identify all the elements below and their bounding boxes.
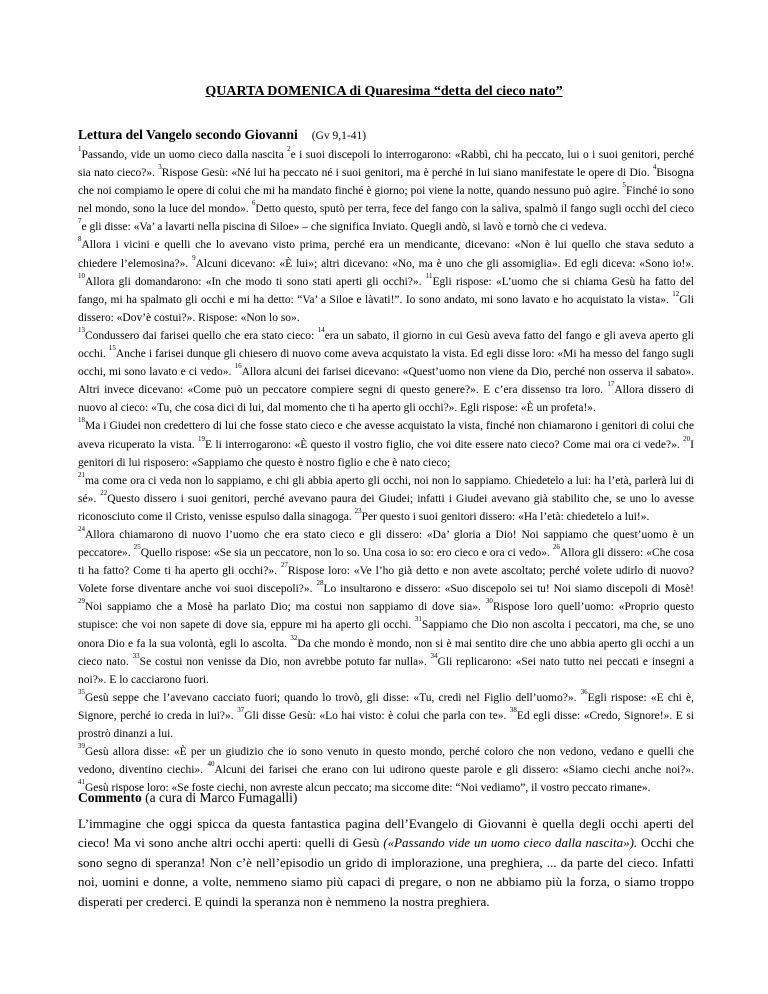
- verse-text: Gesù seppe che l’avevano cacciato fuori; quando lo trovò, gli disse: «Tu, credi nel Figlio dell’uomo?».: [85, 691, 581, 704]
- verse-text: e gli disse: «Va’ a lavarti nella piscina di Siloe» – che significa Inviato. Quegli andò, si lavò e tornò che ci vedeva.: [81, 221, 607, 234]
- gospel-paragraph: [78, 146, 694, 236]
- verse-text: Allora alcuni dei farisei dicevano: «Quest’uomo non viene da Dio, perché non osserva il sabato». Altri invece dicevano: «Come può un peccatore compiere segni di questo genere?». E c’era dissenso tra loro.: [78, 366, 694, 397]
- verse-number: 17: [607, 380, 615, 389]
- verse-text: Allora chiamarono di nuovo l’uomo che era stato cieco e gli dissero: «Da’ gloria a Dio! Noi sappiamo che quest’uomo è un peccatore».: [78, 528, 694, 560]
- verse-text: Ed egli disse: «Credo, Signore!». E si prostrò dinanzi a lui.: [78, 709, 694, 740]
- gospel-paragraph: [78, 526, 694, 689]
- verse-text: Egli rispose: «E chi è, Signore, perché io creda in lui?».: [78, 691, 694, 722]
- verse-number: 10: [78, 271, 85, 280]
- verse-text: Passando, vide un uomo cieco dalla nascita: [81, 149, 288, 161]
- verse-text: ma come ora ci veda non lo sappiamo, e chi gli abbia aperto gli occhi, noi non lo sappiamo. Chiedetelo a lui: ha l’età, parlerà lui di sé».: [78, 474, 694, 505]
- verse-number: 24: [78, 524, 85, 533]
- verse-number: 3: [158, 163, 162, 172]
- gospel-paragraph: [78, 689, 694, 743]
- verse-number: 4: [652, 163, 657, 172]
- verse-text: era un sabato, il giorno in cui Gesù aveva fatto del fango e gli aveva aperto gli occhi.: [78, 329, 694, 361]
- verse-text: Alcuni dei farisei che erano con lui udirono queste parole e gli dissero: «Siamo ciechi anche noi?».: [214, 764, 695, 777]
- verse-number: 30: [485, 597, 493, 606]
- verse-number: 41: [78, 778, 85, 787]
- verse-text: Egli rispose: «L’uomo che si chiama Gesù ha fatto del fango, mi ha spalmato gli occhi e mi ha detto: “Va’ a Siloe e làvati!”. Io sono andato, mi sono lavato e ho acquistato la vista».: [78, 275, 694, 306]
- verse-text: Detto questo, sputò per terra, fece del fango con la saliva, spalmò il fango sugli occhi del cieco: [255, 203, 694, 216]
- reading-heading: [78, 127, 366, 143]
- verse-number: 26: [552, 543, 560, 552]
- reading-heading-label: Lettura del Vangelo secondo Giovanni: [78, 127, 298, 142]
- verse-number: 20: [683, 434, 691, 443]
- verse-number: 14: [317, 325, 325, 334]
- verse-text: Questo dissero i suoi genitori, perché avevano paura dei Giudei; infatti i Giudei avevano già stabilito che, se uno lo avesse riconosciuto come il Cristo, venisse espulso dalla sinagoga.: [78, 492, 694, 523]
- comment-quote: («Passando vide un uomo cieco dalla nascita»).: [383, 835, 638, 851]
- verse-text: Finché io sono nel mondo, sono la luce del mondo».: [78, 185, 694, 216]
- verse-number: 6: [251, 199, 256, 208]
- gospel-paragraph: [78, 472, 694, 526]
- verse-number: 37: [237, 705, 245, 714]
- page-title: QUARTA DOMENICA di Quaresima “detta del cieco nato”: [205, 84, 563, 99]
- verse-text: Sappiamo che Dio non ascolta i peccatori, ma che, se uno onora Dio e fa la sua volontà, egli lo ascolta.: [78, 619, 694, 650]
- verse-text: Per questo i suoi genitori dissero: «Ha l’età: chiedetelo a lui!».: [361, 510, 650, 523]
- verse-number: 29: [78, 597, 85, 606]
- verse-text: Bisogna che noi compiamo le opere di colui che mi ha mandato finché è giorno; poi viene la notte, quando nessuno può agire.: [78, 167, 695, 198]
- gospel-paragraph: [78, 236, 694, 326]
- verse-number: 21: [78, 470, 85, 479]
- verse-text: Allora i vicini e quelli che lo avevano visto prima, perché era un mendicante, dicevano: «Non è lui quello che stava seduto a chiedere l’elemosina?».: [78, 239, 694, 270]
- verse-text: Allora dissero di nuovo al cieco: «Tu, che cosa dici di lui, dal momento che ti ha aperto gli occhi?». Egli rispose: «È un profeta!».: [78, 384, 694, 415]
- verse-number: 19: [198, 434, 205, 443]
- comment-paragraph: [78, 814, 694, 911]
- verse-number: 27: [280, 561, 288, 570]
- verse-text: Rispose loro quell’uomo: «Proprio questo stupisce: che voi non sapete di dove sia, eppure mi ha aperto gli occhi.: [78, 601, 695, 632]
- verse-text: Lo insultarono e dissero: «Suo discepolo sei tu! Noi siamo discepoli di Mosè!: [323, 583, 694, 596]
- verse-number: 8: [78, 235, 82, 244]
- comment-text-after: Occhi che sono segno di speranza! Non c’è nell’episodio un grido di implorazione, una preghiera, ... da parte del cieco. Infatti noi, uomini e donne, a volte, nemmeno siamo più capaci di pregare, o non ne abbiamo più la forza, o siamo troppo disperati per crederci. E quindi la speranza non è nemmeno la nostra preghiera.: [78, 835, 694, 909]
- verse-number: 33: [132, 651, 140, 660]
- verse-number: 35: [78, 687, 85, 696]
- verse-text: Rispose Gesù: «Né lui ha peccato né i suoi genitori, ma è perché in lui siano manifestate le opere di Dio.: [161, 167, 653, 180]
- verse-number: 5: [622, 181, 626, 190]
- gospel-paragraph: [78, 417, 694, 471]
- verse-number: 31: [414, 615, 422, 624]
- verse-number: 34: [430, 651, 438, 660]
- verse-text: Ma i Giudei non credettero di lui che fosse stato cieco e che avesse acquistato la vista, finché non chiamarono i genitori di colui che aveva ricuperato la vista.: [78, 420, 694, 451]
- verse-number: 40: [207, 760, 215, 769]
- verse-number: 7: [78, 217, 82, 226]
- verse-number: 2: [287, 145, 291, 153]
- verse-number: 28: [316, 579, 324, 588]
- verse-text: I genitori di lui risposero: «Sappiamo che questo è nostro figlio e che è nato cieco;: [78, 438, 694, 469]
- verse-number: 39: [78, 742, 85, 751]
- verse-text: Gli disse Gesù: «Lo hai visto: è colui che parla con te».: [244, 709, 510, 722]
- verse-number: 23: [354, 506, 362, 515]
- verse-text: Anche i farisei dunque gli chiesero di nuovo come aveva acquistato la vista. Ed egli disse loro: «Mi ha messo del fango sugli occhi, mi sono lavato e ci vedo».: [78, 348, 694, 379]
- verse-text: Se costui non venisse da Dio, non avrebbe potuto far nulla».: [139, 655, 431, 668]
- verse-text: Noi sappiamo che a Mosè ha parlato Dio; ma costui non sappiamo di dove sia».: [85, 601, 486, 614]
- verse-number: 32: [290, 633, 298, 642]
- verse-text: Quello rispose: «Se sia un peccatore, non lo so. Una cosa io so: ero cieco e ora ci vedo».: [140, 547, 553, 560]
- verse-text: Alcuni dicevano: «È lui»; altri dicevano: «No, ma è uno che gli assomiglia». Ed egli diceva: «Sono io!».: [195, 257, 694, 270]
- gospel-text: [78, 146, 694, 797]
- reading-reference: (Gv 9,1-41): [311, 130, 367, 142]
- verse-text: Allora gli domandarono: «In che modo ti sono stati aperti gli occhi?».: [85, 275, 426, 288]
- verse-number: 22: [100, 488, 108, 497]
- comment-text-before: L’immagine che oggi spicca da questa fantastica pagina dell’Evangelo di Giovanni è quella degli occhi aperti del cieco! Ma vi sono anche altri occhi aperti: quelli di Gesù: [78, 816, 694, 851]
- verse-number: 18: [78, 416, 85, 425]
- verse-text: e i suoi discepoli lo interrogarono: «Rabbì, chi ha peccato, lui o i suoi genitori, perché sia nato cieco?».: [78, 149, 694, 180]
- verse-number: 13: [78, 325, 85, 334]
- verse-text: Gli dissero: «Dov’è costui?». Rispose: «Non lo so».: [78, 293, 694, 324]
- verse-number: 16: [234, 362, 242, 371]
- verse-text: Da che mondo è mondo, non si è mai sentito dire che uno abbia aperto gli occhi a un cieco nato.: [78, 637, 695, 668]
- verse-text: E li interrogarono: «È questo il vostro figlio, che voi dite essere nato cieco? Come mai ora ci vede?».: [205, 438, 684, 451]
- verse-text: Gesù allora disse: «È per un giudizio che io sono venuto in questo mondo, perché coloro che non vedono, vedano e quelli che vedono, diventino ciechi».: [78, 746, 694, 777]
- verse-text: Gesù rispose loro: «Se foste ciechi, non avreste alcun peccato; ma siccome dite: “Noi vediamo”, il vostro peccato rimane».: [85, 782, 651, 795]
- verse-text: Rispose loro: «Ve l’ho già detto e non avete ascoltato; perché volete udirlo di nuovo? Volete forse diventare anche voi suoi discepoli?».: [78, 565, 694, 596]
- verse-text: Gli replicarono: «Sei nato tutto nei peccati e insegni a noi?». E lo cacciarono fuori.: [78, 655, 695, 686]
- comment-text: [78, 814, 694, 911]
- verse-number: 15: [108, 344, 116, 353]
- verse-text: Condussero dai farisei quello che era stato cieco:: [85, 329, 318, 342]
- comment-heading: [78, 790, 297, 806]
- verse-text: Allora gli dissero: «Che cosa ti ha fatto? Come ti ha aperto gli occhi?».: [78, 547, 694, 578]
- verse-number: 12: [672, 289, 680, 298]
- verse-number: 1: [78, 145, 82, 153]
- verse-number: 36: [580, 687, 588, 696]
- verse-number: 11: [425, 271, 433, 280]
- comment-heading-label: Commento: [78, 790, 142, 805]
- verse-number: 38: [509, 705, 517, 714]
- gospel-paragraph: [78, 327, 694, 417]
- verse-number: 25: [133, 543, 141, 552]
- comment-credit: (a cura di Marco Fumagalli): [145, 790, 298, 805]
- verse-number: 9: [192, 253, 196, 262]
